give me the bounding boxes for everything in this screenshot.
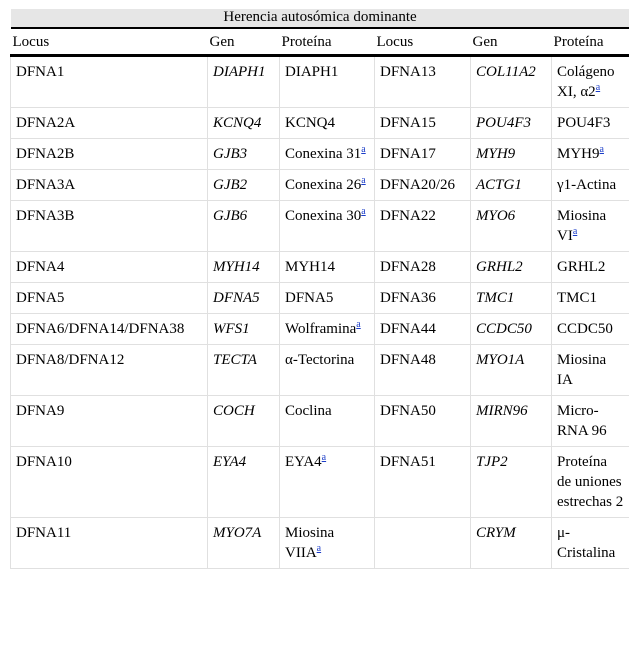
- cell-gene: [208, 283, 280, 314]
- cell-gene-2: [471, 201, 552, 252]
- cell-protein-2: [552, 396, 630, 447]
- cell-text: WFS1: [213, 321, 250, 337]
- cell-protein: [280, 345, 375, 396]
- header-row: [11, 28, 630, 56]
- cell-text: Conexina 26: [285, 177, 362, 193]
- cell-text: DFNA5: [16, 290, 65, 306]
- cell-text: DFNA50: [380, 403, 436, 419]
- cell-text: ACTG1: [476, 177, 522, 193]
- cell-text: μ-Cristalina: [557, 525, 616, 561]
- cell-protein-2: [552, 201, 630, 252]
- cell-text: DFNA1: [16, 64, 65, 80]
- cell-gene: [208, 447, 280, 518]
- cell-locus: [11, 345, 208, 396]
- cell-gene: [208, 170, 280, 201]
- cell-text: DFNA13: [380, 64, 436, 80]
- cell-text: DFNA5: [285, 290, 334, 306]
- table-row: [11, 283, 630, 314]
- cell-locus: [11, 447, 208, 518]
- cell-text: DFNA28: [380, 259, 436, 275]
- table-row: [11, 518, 630, 569]
- cell-gene-2: [471, 447, 552, 518]
- table-row: [11, 252, 630, 283]
- cell-text: Conexina 30: [285, 208, 362, 224]
- cell-text: Miosina VI: [557, 208, 607, 244]
- footnote-link[interactable]: a: [361, 144, 366, 155]
- cell-locus-2: [375, 345, 471, 396]
- cell-text: DFNA2A: [16, 115, 76, 131]
- cell-locus-2: [375, 108, 471, 139]
- table-container: [10, 9, 629, 639]
- cell-locus-2: [375, 139, 471, 170]
- cell-protein: [280, 314, 375, 345]
- cell-text: Miosina IA: [557, 352, 607, 388]
- cell-text: DFNA11: [16, 525, 72, 541]
- cell-gene-2: [471, 314, 552, 345]
- cell-text: COCH: [213, 403, 255, 419]
- table-body: [11, 56, 630, 569]
- header-locus-1: Locus: [11, 28, 208, 56]
- cell-locus: [11, 170, 208, 201]
- table-caption: Herencia autosómica dominante: [11, 9, 630, 28]
- cell-locus: [11, 396, 208, 447]
- cell-gene-2: [471, 170, 552, 201]
- footnote-link[interactable]: a: [595, 82, 601, 93]
- cell-text: Colágeno XI, α2: [557, 64, 615, 100]
- footnote-link[interactable]: a: [321, 452, 327, 463]
- cell-protein: [280, 283, 375, 314]
- cell-text: MIRN96: [476, 403, 528, 419]
- cell-text: DFNA51: [380, 454, 436, 470]
- cell-gene-2: [471, 518, 552, 569]
- cell-text: MYO6: [476, 208, 516, 224]
- cell-protein-2: [552, 518, 630, 569]
- cell-text: GRHL2: [476, 259, 523, 275]
- cell-protein-2: [552, 170, 630, 201]
- cell-text: MYH9: [557, 146, 600, 162]
- cell-gene-2: [471, 56, 552, 108]
- cell-text: POU4F3: [557, 115, 611, 131]
- cell-protein-2: [552, 252, 630, 283]
- cell-gene-2: [471, 283, 552, 314]
- cell-text: EYA4: [213, 454, 247, 470]
- cell-text: EYA4: [285, 454, 322, 470]
- table-row: [11, 447, 630, 518]
- cell-text: MYO7A: [213, 525, 262, 541]
- cell-text: DFNA5: [213, 290, 260, 306]
- cell-text: CCDC50: [476, 321, 532, 337]
- cell-protein-2: [552, 108, 630, 139]
- cell-locus: [11, 201, 208, 252]
- cell-locus-2: [375, 283, 471, 314]
- cell-text: DIAPH1: [285, 64, 339, 80]
- cell-protein: [280, 139, 375, 170]
- cell-protein: [280, 447, 375, 518]
- cell-locus: [11, 314, 208, 345]
- cell-text: DFNA17: [380, 146, 436, 162]
- cell-text: POU4F3: [476, 115, 531, 131]
- header-protein-2: Proteína: [552, 28, 630, 56]
- cell-gene: [208, 108, 280, 139]
- cell-protein-2: [552, 314, 630, 345]
- cell-gene: [208, 139, 280, 170]
- cell-text: TECTA: [213, 352, 257, 368]
- cell-text: Conexina 31: [285, 146, 362, 162]
- cell-gene: [208, 314, 280, 345]
- header-gene-2: Gen: [471, 28, 552, 56]
- cell-locus-2: [375, 170, 471, 201]
- cell-gene-2: [471, 108, 552, 139]
- table-caption-row: [11, 9, 630, 28]
- cell-text: TMC1: [557, 290, 598, 306]
- cell-gene: [208, 518, 280, 569]
- cell-gene-2: [471, 252, 552, 283]
- table-row: [11, 345, 630, 396]
- cell-text: CCDC50: [557, 321, 613, 337]
- cell-protein: [280, 518, 375, 569]
- cell-gene: [208, 56, 280, 108]
- cell-protein-2: [552, 139, 630, 170]
- footnote-link[interactable]: a: [361, 206, 366, 217]
- cell-text: MYH14: [285, 259, 336, 275]
- cell-protein-2: [552, 283, 630, 314]
- cell-text: TJP2: [476, 454, 508, 470]
- cell-protein: [280, 201, 375, 252]
- cell-locus-2: [375, 396, 471, 447]
- cell-text: GJB2: [213, 177, 248, 193]
- cell-text: Wolframina: [285, 321, 357, 337]
- cell-gene-2: [471, 345, 552, 396]
- cell-text: GJB6: [213, 208, 248, 224]
- cell-locus-2: [375, 518, 471, 569]
- dominant-inheritance-table: [10, 9, 629, 569]
- cell-text: γ1-Actina: [557, 177, 617, 193]
- cell-text: DFNA3B: [16, 208, 75, 224]
- cell-locus-2: [375, 201, 471, 252]
- header-protein-1: Proteína: [280, 28, 375, 56]
- cell-text: α-Tectorina: [285, 352, 355, 368]
- cell-text: COL11A2: [476, 64, 536, 80]
- cell-text: Coclina: [285, 403, 332, 419]
- cell-gene-2: [471, 139, 552, 170]
- cell-text: DFNA15: [380, 115, 436, 131]
- cell-locus: [11, 56, 208, 108]
- cell-text: DFNA3A: [16, 177, 76, 193]
- cell-text: MYH9: [476, 146, 516, 162]
- cell-protein-2: [552, 345, 630, 396]
- cell-text: Micro-RNA 96: [557, 403, 607, 439]
- cell-locus: [11, 518, 208, 569]
- cell-locus-2: [375, 447, 471, 518]
- cell-text: DFNA8/DFNA12: [16, 352, 125, 368]
- cell-text: Miosina VIIA: [285, 525, 335, 561]
- footnote-link[interactable]: a: [356, 319, 361, 330]
- cell-text: KCNQ4: [285, 115, 336, 131]
- cell-text: MYO1A: [476, 352, 525, 368]
- cell-text: MYH14: [213, 259, 260, 275]
- table-row: [11, 170, 630, 201]
- cell-gene-2: [471, 396, 552, 447]
- cell-text: DIAPH1: [213, 64, 266, 80]
- cell-protein: [280, 396, 375, 447]
- footnote-link[interactable]: a: [599, 144, 604, 155]
- cell-locus: [11, 283, 208, 314]
- header-gene-1: Gen: [208, 28, 280, 56]
- cell-text: DFNA48: [380, 352, 436, 368]
- cell-gene: [208, 252, 280, 283]
- cell-gene: [208, 345, 280, 396]
- cell-protein: [280, 56, 375, 108]
- table-row: [11, 108, 630, 139]
- cell-locus: [11, 108, 208, 139]
- cell-text: DFNA2B: [16, 146, 75, 162]
- cell-text: DFNA9: [16, 403, 65, 419]
- cell-text: GJB3: [213, 146, 248, 162]
- cell-text: DFNA4: [16, 259, 65, 275]
- cell-text: GRHL2: [557, 259, 606, 275]
- cell-text: DFNA22: [380, 208, 436, 224]
- cell-text: DFNA36: [380, 290, 436, 306]
- cell-text: KCNQ4: [213, 115, 262, 131]
- cell-text: Proteína de uniones estrechas 2: [557, 454, 624, 510]
- cell-text: DFNA44: [380, 321, 436, 337]
- cell-protein: [280, 170, 375, 201]
- table-row: [11, 56, 630, 108]
- cell-locus-2: [375, 56, 471, 108]
- cell-text: DFNA10: [16, 454, 72, 470]
- cell-text: CRYM: [476, 525, 516, 541]
- cell-text: DFNA20/26: [380, 177, 456, 193]
- cell-protein-2: [552, 447, 630, 518]
- footnote-link[interactable]: a: [572, 226, 578, 237]
- cell-locus-2: [375, 252, 471, 283]
- header-locus-2: Locus: [375, 28, 471, 56]
- table-row: [11, 139, 630, 170]
- footnote-link[interactable]: a: [316, 543, 322, 554]
- cell-protein-2: [552, 56, 630, 108]
- cell-text: DFNA6/DFNA14/DFNA38: [16, 321, 185, 337]
- cell-gene: [208, 396, 280, 447]
- table-row: [11, 201, 630, 252]
- cell-locus-2: [375, 314, 471, 345]
- cell-locus: [11, 139, 208, 170]
- cell-gene: [208, 201, 280, 252]
- cell-text: TMC1: [476, 290, 515, 306]
- table-row: [11, 396, 630, 447]
- cell-locus: [11, 252, 208, 283]
- footnote-link[interactable]: a: [361, 175, 366, 186]
- cell-protein: [280, 108, 375, 139]
- cell-protein: [280, 252, 375, 283]
- table-row: [11, 314, 630, 345]
